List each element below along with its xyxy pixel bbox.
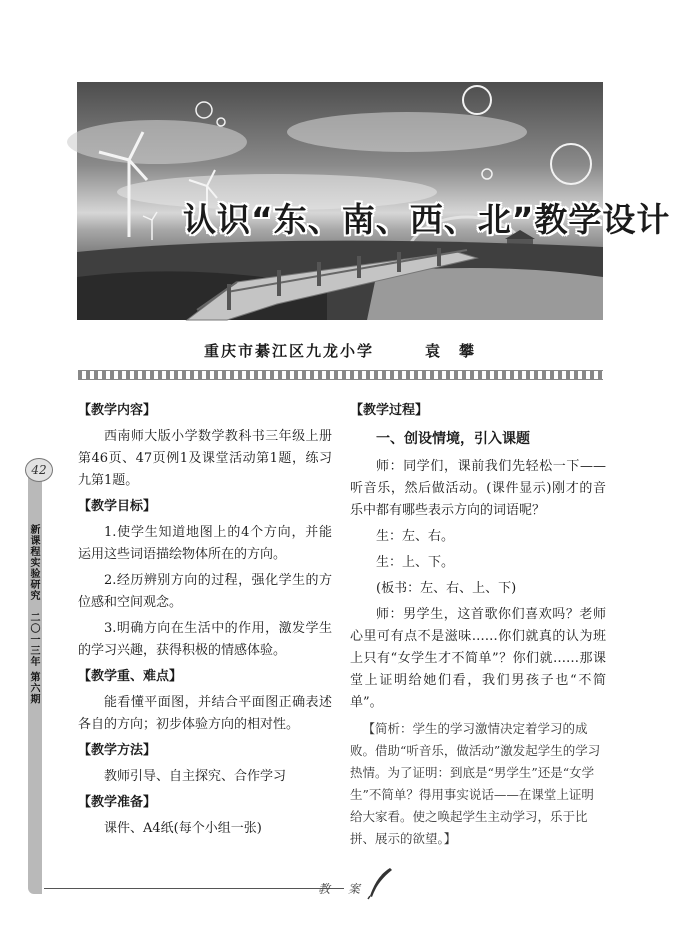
page-number: 42 <box>25 458 53 482</box>
process-heading: 【教学过程】 <box>350 403 429 418</box>
dialog-paragraph: 师：同学们，课前我们先轻松一下——听音乐，然后做活动。(课件显示)刚才的音乐中都有哪些表示方向的词语呢？ <box>350 459 606 518</box>
content-heading: 【教学内容】 <box>78 403 157 418</box>
bubble-icon <box>551 144 591 184</box>
dialog-paragraph: 师：男学生，这首歌你们喜欢吗？老师心里可有点不是滋味……你们就真的认为班上只有“女学生才不简单”？你们就……那课堂上证明给她们看，我们男孩子也“不简单”。 <box>350 607 606 710</box>
journal-name: 新课程实验研究 二〇一三年 第六期 <box>28 524 39 705</box>
footer-rule <box>44 888 344 889</box>
key-points-heading: 【教学重、难点】 <box>78 669 183 684</box>
method-text: 教师引导、自主探究、合作学习 <box>104 769 287 784</box>
prep-text: 课件、A4纸(每个小组一张) <box>104 821 262 836</box>
goal-item: 2.经历辨别方向的过程，强化学生的方位感和空间观念。 <box>78 573 332 610</box>
bubble-icon <box>482 169 492 179</box>
left-column <box>78 398 332 844</box>
article-title: 认识“东、南、西、北”教学设计 <box>183 200 671 239</box>
analysis-note: 【简析：学生的学习激情决定着学习的成败。借助“听音乐，做活动”激发起学生的学习热情。为了证明：到底是“男学生”还是“女学生”不简单？得用事实说话——在课堂上证明给大家看。使之唤起学生主动学习，乐于比拼、展示的欲望。】 <box>350 721 601 846</box>
wind-turbine-icon <box>143 212 157 240</box>
content-text: 西南师大版小学数学教科书三年级上册第46页、47页例1及课堂活动第1题，练习九第1题。 <box>78 429 332 488</box>
dialog-paragraph: (板书：左、右、上、下) <box>376 581 517 596</box>
author-school: 重庆市綦江区九龙小学 <box>203 342 374 360</box>
goal-item: 3.明确方向在生活中的作用，激发学生的学习兴趣，获得积极的情感体验。 <box>78 621 332 658</box>
decorative-divider <box>78 370 603 380</box>
right-column <box>350 398 606 850</box>
author-line <box>0 340 680 361</box>
goal-item: 1.使学生知道地图上的4个方向，并能运用这些词语描绘物体所在的方向。 <box>78 525 332 562</box>
footer-label: 教 案 <box>318 882 364 896</box>
bubble-icon <box>217 118 225 126</box>
dialog-paragraph: 生：左、右。 <box>376 529 455 544</box>
prep-heading: 【教学准备】 <box>78 795 157 810</box>
author-name: 袁 攀 <box>425 342 477 360</box>
bubble-icon <box>196 102 212 118</box>
bubble-icon <box>463 86 491 114</box>
section-title: 一、创设情境，引入课题 <box>376 431 530 447</box>
quill-pen-icon <box>366 866 394 900</box>
goals-heading: 【教学目标】 <box>78 499 157 514</box>
banner-image <box>77 82 671 320</box>
key-points-text: 能看懂平面图，并结合平面图正确表述各自的方向；初步体验方向的相对性。 <box>78 695 332 732</box>
method-heading: 【教学方法】 <box>78 743 157 758</box>
dialog-paragraph: 生：上、下。 <box>376 555 455 570</box>
